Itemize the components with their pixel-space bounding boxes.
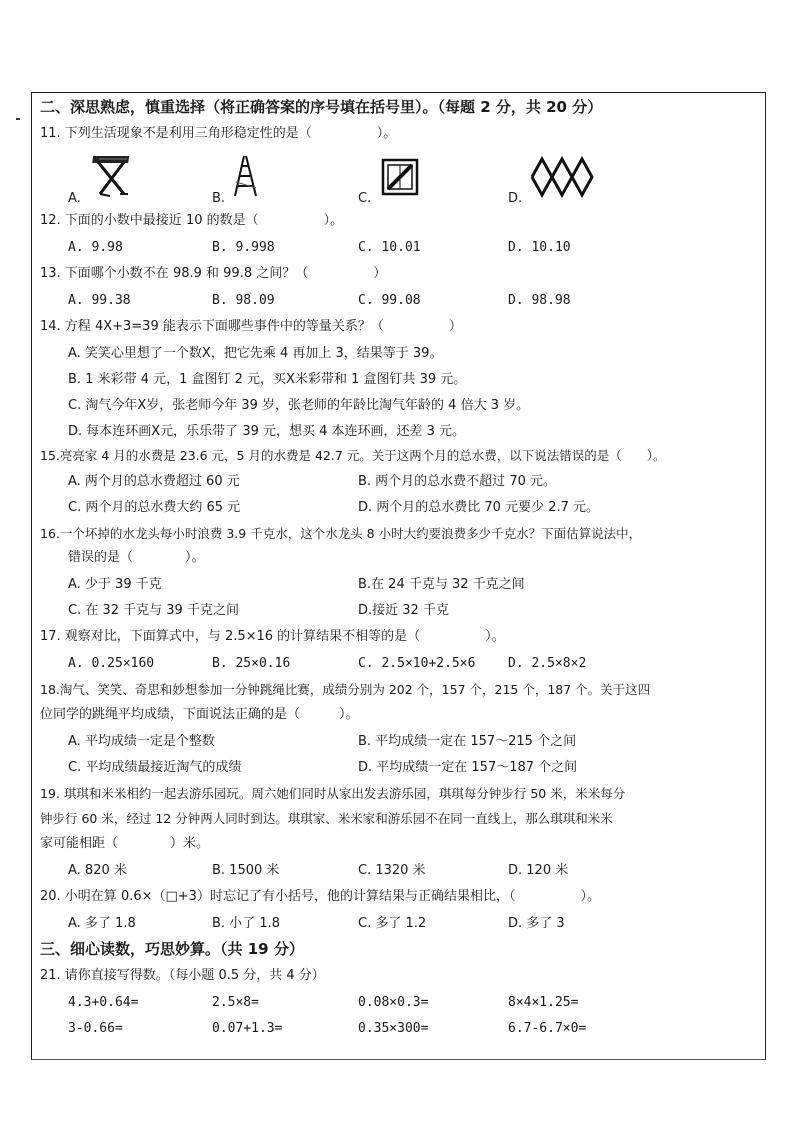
diagonal-brace-door-icon — [381, 158, 419, 196]
question-19-stem-line-1: 19. 琪琪和米米相约一起去游乐园玩。周六她们同时从家出发去游乐园，琪琪每分钟步行 50 米，米米每分 — [40, 786, 626, 801]
question-17-stem: 17. 观察对比，下面算式中，与 2.5×16 的计算结果不相等的是（ ）。 — [40, 629, 505, 644]
q15-option-a: A. 两个月的总水费超过 60 元 — [68, 474, 240, 489]
q20-option-b: B. 小了 1.8 — [212, 916, 280, 931]
q21-item-2: 2.5×8= — [212, 995, 259, 1010]
q20-option-d: D. 多了 3 — [508, 916, 565, 931]
section-3-title: 三、细心读数，巧思妙算。（共 19 分） — [40, 940, 304, 958]
question-18-stem-line-1: 18.淘气、笑笑、奇思和妙想参加一分钟跳绳比赛，成绩分别为 202 个，157 个，215 个，187 个。关于这四 — [40, 682, 651, 697]
q19-option-c: C. 1320 米 — [358, 863, 426, 878]
question-12-stem: 12. 下面的小数中最接近 10 的数是（ ）。 — [40, 213, 344, 228]
q21-item-4: 8×4×1.25= — [508, 995, 579, 1010]
q16-option-b: B.在 24 千克与 32 千克之间 — [358, 577, 525, 592]
q17-option-b: B. 25×0.16 — [212, 656, 291, 671]
question-16-stem-line-2: 错误的是（ ）。 — [68, 550, 205, 565]
q19-option-b: B. 1500 米 — [212, 863, 280, 878]
q17-option-c: C. 2.5×10+2.5×6 — [358, 656, 476, 671]
q11-option-c-label: C. — [358, 191, 372, 206]
q15-option-d: D. 两个月的总水费比 70 元要少 2.7 元。 — [358, 500, 600, 515]
question-18-stem-line-2: 位同学的跳绳平均成绩，下面说法正确的是（ ）。 — [40, 707, 359, 722]
q12-option-c: C. 10.01 — [358, 240, 421, 255]
q14-option-d: D. 每本连环画X元，乐乐带了 39 元，想买 4 本连环画，还差 3 元。 — [68, 424, 466, 439]
q21-item-3: 0.08×0.3= — [358, 995, 429, 1010]
q14-option-c: C. 淘气今年X岁，张老师今年 39 岁，张老师的年龄比淘气年龄的 4 倍大 3 岁。 — [68, 398, 530, 413]
q21-item-5: 3-0.66= — [68, 1021, 123, 1036]
q20-option-a: A. 多了 1.8 — [68, 916, 136, 931]
q16-option-c: C. 在 32 千克与 39 千克之间 — [68, 603, 239, 618]
step-ladder-icon — [232, 154, 260, 198]
q16-option-d: D.接近 32 千克 — [358, 603, 449, 618]
question-13-stem: 13. 下面哪个小数不在 98.9 和 99.8 之间？（ ） — [40, 266, 387, 281]
q13-option-d: D. 98.98 — [508, 293, 571, 308]
question-20-stem: 20. 小明在算 0.6×（□+3）时忘记了有小括号，他的计算结果与正确结果相比，（ ）。 — [40, 889, 600, 904]
margin-mark — [16, 118, 20, 120]
q19-option-a: A. 820 米 — [68, 863, 127, 878]
expanding-lattice-gate-icon — [530, 156, 594, 198]
q15-option-b: B. 两个月的总水费不超过 70 元。 — [358, 474, 556, 489]
q13-option-b: B. 98.09 — [212, 293, 275, 308]
question-14-stem: 14. 方程 4X+3=39 能表示下面哪些事件中的等量关系？（ ） — [40, 319, 462, 334]
q19-option-d: D. 120 米 — [508, 863, 569, 878]
q13-option-c: C. 99.08 — [358, 293, 421, 308]
folding-stool-icon — [90, 150, 134, 198]
q11-option-a-label: A. — [68, 191, 81, 206]
question-21-stem: 21. 请你直接写得数。（每小题 0.5 分，共 4 分） — [40, 968, 325, 983]
q11-option-d-label: D. — [508, 191, 523, 206]
q15-option-c: C. 两个月的总水费大约 65 元 — [68, 500, 241, 515]
q18-option-b: B. 平均成绩一定在 157～215 个之间 — [358, 734, 577, 749]
q17-option-d: D. 2.5×8×2 — [508, 656, 587, 671]
q12-option-d: D. 10.10 — [508, 240, 571, 255]
q21-item-7: 0.35×300= — [358, 1021, 429, 1036]
q20-option-c: C. 多了 1.2 — [358, 916, 427, 931]
q21-item-6: 0.07+1.3= — [212, 1021, 283, 1036]
q12-option-a: A. 9.98 — [68, 240, 123, 255]
question-11-stem: 11. 下列生活现象不是利用三角形稳定性的是（ ）。 — [40, 126, 397, 141]
section-2-title: 二、深思熟虑，慎重选择（将正确答案的序号填在括号里）。（每题 2 分，共 20 分） — [40, 98, 603, 116]
q21-item-8: 6.7-6.7×0= — [508, 1021, 587, 1036]
q12-option-b: B. 9.998 — [212, 240, 275, 255]
question-19-stem-line-2: 钟步行 60 米，经过 12 分钟两人同时到达。琪琪家、米米家和游乐园不在同一直线上，那么琪琪和米米 — [40, 811, 613, 826]
question-19-stem-line-3: 家可能相距（ ）米。 — [40, 836, 210, 851]
q14-option-b: B. 1 米彩带 4 元，1 盒图钉 2 元，买X米彩带和 1 盒图钉共 39 元。 — [68, 372, 467, 387]
q13-option-a: A. 99.38 — [68, 293, 131, 308]
question-16-stem-line-1: 16.一个坏掉的水龙头每小时浪费 3.9 千克水，这个水龙头 8 小时大约要浪费多少千克水？下面估算说法中， — [40, 526, 642, 541]
q18-option-a: A. 平均成绩一定是个整数 — [68, 734, 215, 749]
q11-option-b-label: B. — [212, 191, 226, 206]
q14-option-a: A. 笑笑心里想了一个数X，把它先乘 4 再加上 3，结果等于 39。 — [68, 346, 443, 361]
q17-option-a: A. 0.25×160 — [68, 656, 155, 671]
question-15-stem: 15.亮亮家 4 月的水费是 23.6 元，5 月的水费是 42.7 元。关于这两个月的总水费，以下说法错误的是（ ）。 — [40, 448, 666, 463]
q16-option-a: A. 少于 39 千克 — [68, 577, 162, 592]
q21-item-1: 4.3+0.64= — [68, 995, 139, 1010]
q18-option-c: C. 平均成绩最接近淘气的成绩 — [68, 760, 242, 775]
q18-option-d: D. 平均成绩一定在 157～187 个之间 — [358, 760, 578, 775]
